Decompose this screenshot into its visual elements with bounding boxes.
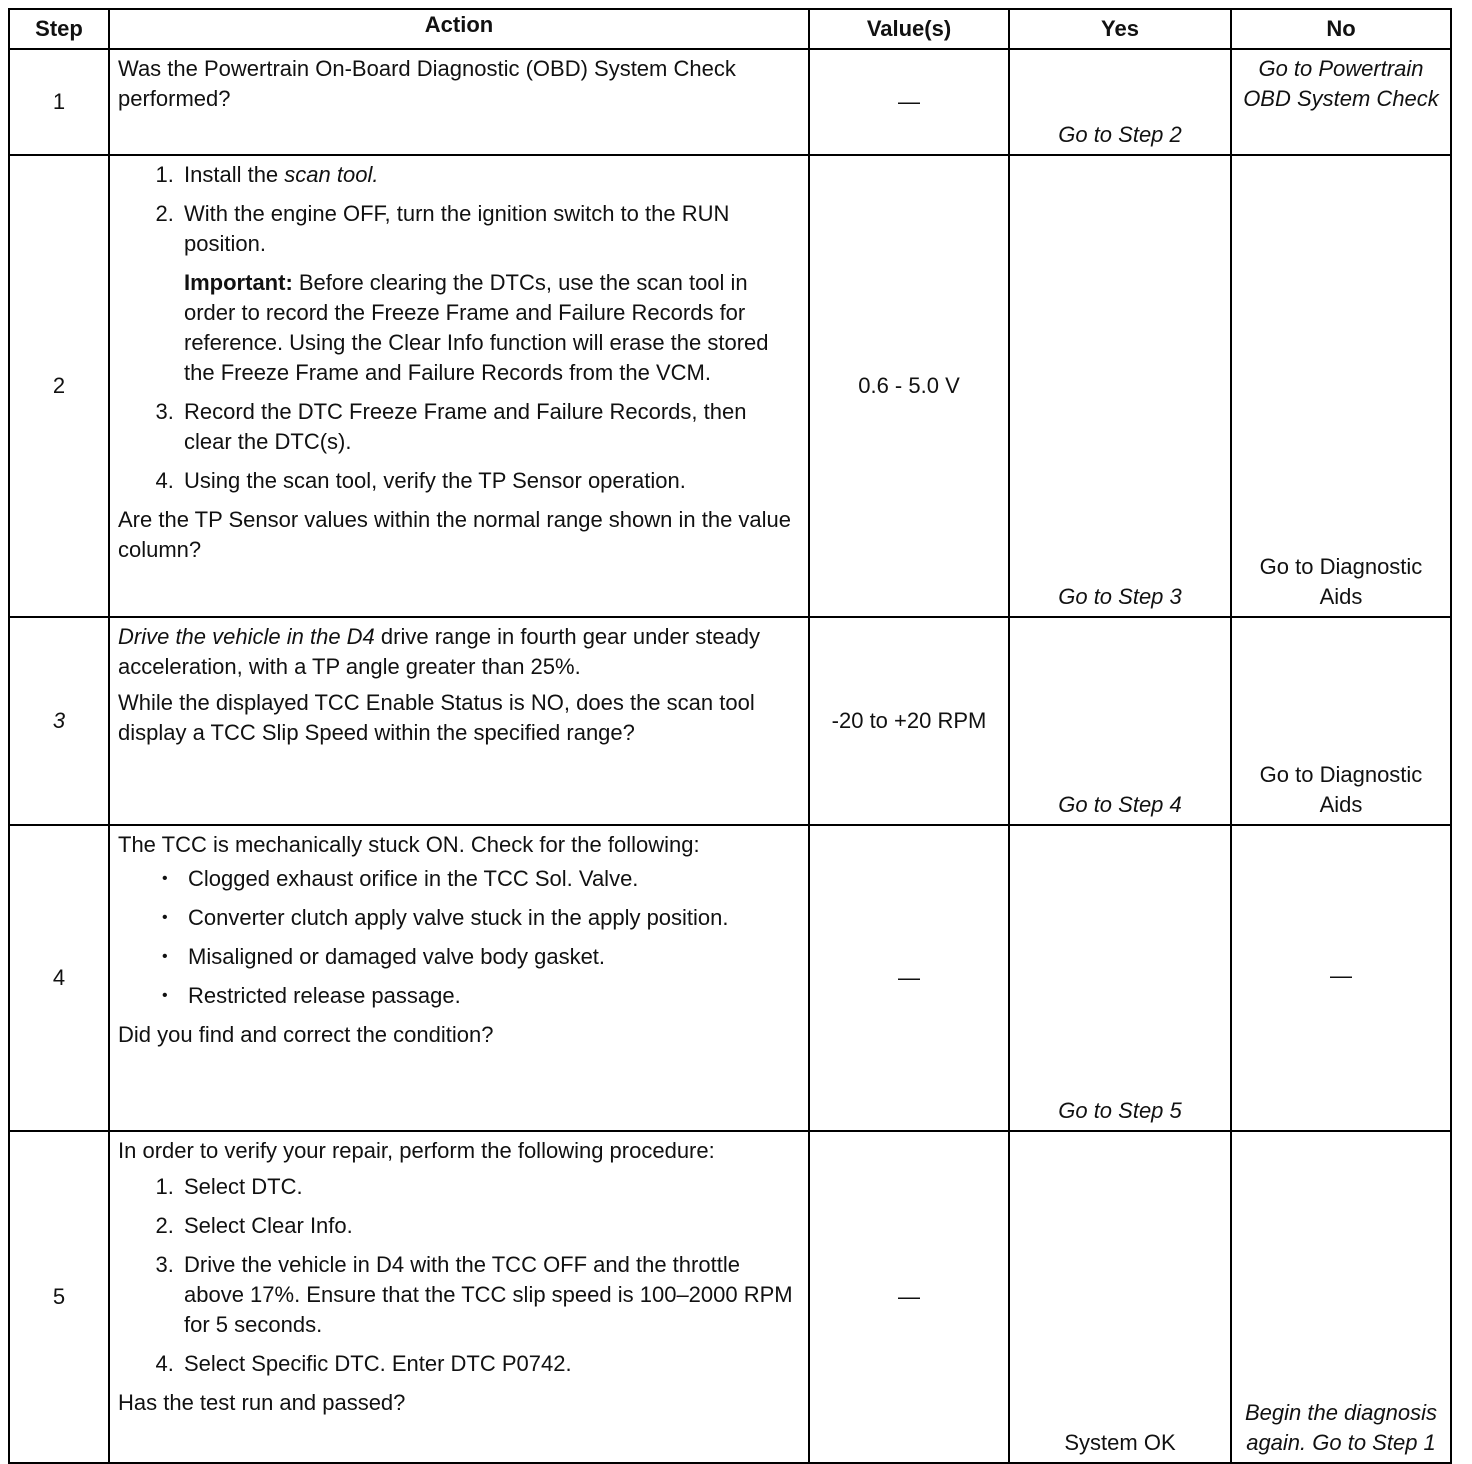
question-text: Did you find and correct the condition? (118, 1022, 494, 1047)
no-link-text: Go to Powertrain OBD System Check (1243, 56, 1439, 111)
check-list (118, 864, 800, 1011)
no-cell: Go to Diagnostic Aids (1231, 617, 1451, 825)
table-row (9, 825, 1451, 1131)
value-cell: -20 to +20 RPM (809, 617, 1009, 825)
action-text: Was the Powertrain On-Board Diagnostic (OBD) System Check performed? (118, 56, 736, 111)
header-no: No (1231, 9, 1451, 49)
value-cell: — (809, 1131, 1009, 1463)
important-text: Before clearing the DTCs, use the scan tool in order to record the Freeze Frame and Failure Records for reference. Using the Clear Info function will erase the stored the Freeze Frame and Failure Records from the VCM. (184, 270, 769, 385)
table-row (9, 49, 1451, 155)
important-label: Important: (184, 270, 293, 295)
table-row (9, 617, 1451, 825)
header-action: Action (109, 9, 809, 49)
header-step: Step (9, 9, 109, 49)
value-cell: — (809, 49, 1009, 155)
intro-text: In order to verify your repair, perform the following procedure: (118, 1138, 715, 1163)
step-number: 5 (9, 1131, 109, 1463)
no-cell: Begin the diagnosis again. Go to Step 1 (1231, 1131, 1451, 1463)
value-cell: — (809, 825, 1009, 1131)
diagnostic-table (8, 8, 1452, 1464)
list-item: • Clogged exhaust orifice in the TCC Sol. Valve. (188, 864, 800, 894)
list-item: 1. Select DTC. (180, 1172, 800, 1202)
yes-cell: System OK (1009, 1131, 1231, 1463)
list-item: 3. Drive the vehicle in D4 with the TCC OFF and the throttle above 17%. Ensure that the TCC slip speed is 100–2000 RPM for 5 seconds. (180, 1250, 800, 1340)
table-row (9, 1131, 1451, 1463)
no-cell: — (1231, 825, 1451, 1131)
question-text: Has the test run and passed? (118, 1390, 406, 1415)
procedure-list (118, 160, 800, 259)
action-cell (109, 1131, 809, 1463)
header-yes: Yes (1009, 9, 1231, 49)
intro-text: The TCC is mechanically stuck ON. Check for the following: (118, 832, 700, 857)
action-cell (109, 49, 809, 155)
header-row (9, 9, 1451, 49)
important-note (184, 268, 800, 388)
list-item: • Converter clutch apply valve stuck in the apply position. (188, 903, 800, 933)
yes-cell: Go to Step 4 (1009, 617, 1231, 825)
list-item: 2. Select Clear Info. (180, 1211, 800, 1241)
step-number: 3 (9, 617, 109, 825)
list-item: • Restricted release passage. (188, 981, 800, 1011)
list-item: 1. Install the scan tool. (180, 160, 800, 190)
header-values: Value(s) (809, 9, 1009, 49)
yes-cell: Go to Step 2 (1009, 49, 1231, 155)
yes-cell: Go to Step 3 (1009, 155, 1231, 617)
no-cell: Go to Diagnostic Aids (1231, 155, 1451, 617)
procedure-list (118, 1172, 800, 1379)
no-cell (1231, 49, 1451, 155)
list-item: 4. Select Specific DTC. Enter DTC P0742. (180, 1349, 800, 1379)
value-cell: 0.6 - 5.0 V (809, 155, 1009, 617)
action-text: Drive the vehicle in the D4 drive range in fourth gear under steady acceleration, with a TP angle greater than 25%. (118, 624, 761, 679)
list-item: 3. Record the DTC Freeze Frame and Failure Records, then clear the DTC(s). (180, 397, 800, 457)
action-cell (109, 825, 809, 1131)
list-item: 4. Using the scan tool, verify the TP Sensor operation. (180, 466, 800, 496)
step-number: 1 (9, 49, 109, 155)
question-text: Are the TP Sensor values within the normal range shown in the value column? (118, 507, 792, 562)
list-item: • Misaligned or damaged valve body gasket. (188, 942, 800, 972)
yes-cell: Go to Step 5 (1009, 825, 1231, 1131)
step-number: 4 (9, 825, 109, 1131)
question-text: While the displayed TCC Enable Status is NO, does the scan tool display a TCC Slip Speed within the specified range? (118, 690, 755, 745)
table-row (9, 155, 1451, 617)
action-cell (109, 617, 809, 825)
step-number: 2 (9, 155, 109, 617)
list-item: 2. With the engine OFF, turn the ignition switch to the RUN position. (180, 199, 800, 259)
action-cell (109, 155, 809, 617)
procedure-list-cont (118, 397, 800, 496)
